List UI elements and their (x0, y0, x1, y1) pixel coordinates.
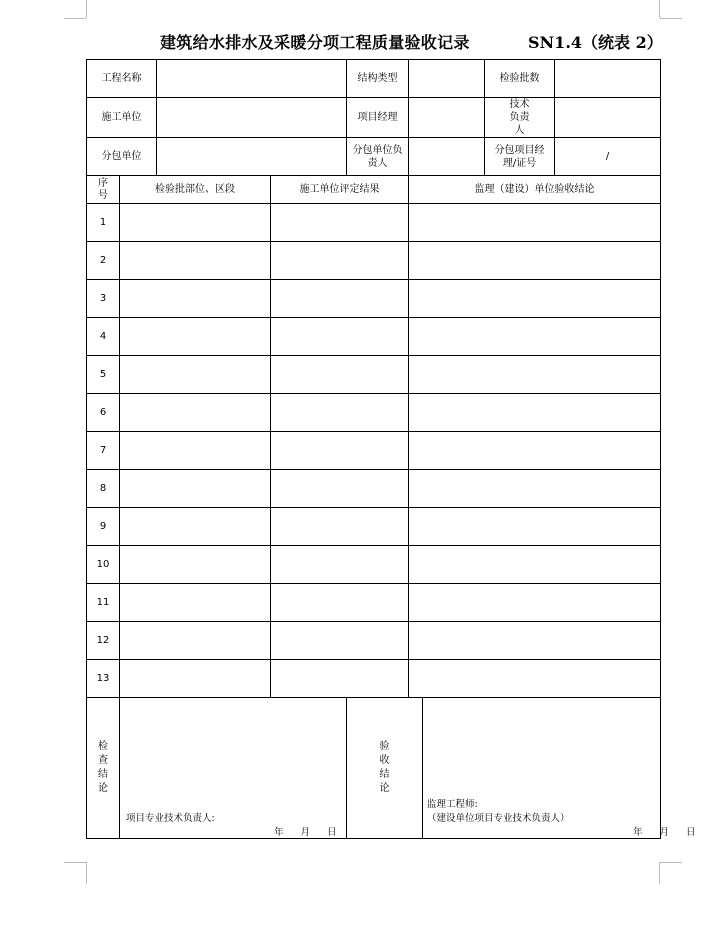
table-row (87, 318, 661, 356)
crop-mark (86, 0, 87, 18)
sub-manager-field[interactable]: / (555, 138, 661, 176)
part-cell[interactable] (120, 660, 271, 698)
table-row (87, 622, 661, 660)
supervision-result-cell[interactable] (409, 508, 661, 546)
tech-lead-label (485, 98, 555, 138)
table-row (87, 660, 661, 698)
construction-result-cell[interactable] (271, 622, 409, 660)
supervision-result-cell[interactable] (409, 394, 661, 432)
engineer-label: 监理工程师: (427, 799, 478, 810)
inspect-label: 检查结论 (98, 741, 108, 794)
table-row (87, 584, 661, 622)
seq-header-text: 序号 (98, 177, 108, 201)
row-number: 2 (87, 242, 120, 280)
accept-label-cell (347, 698, 423, 839)
crop-mark (660, 18, 682, 19)
structure-type-field[interactable] (409, 60, 485, 98)
crop-mark (660, 862, 682, 863)
row-number: 11 (87, 584, 120, 622)
row-number: 12 (87, 622, 120, 660)
document-header (86, 28, 663, 54)
part-cell[interactable] (120, 242, 271, 280)
table-row (87, 204, 661, 242)
info-row-construction (87, 98, 661, 138)
part-cell[interactable] (120, 470, 271, 508)
sub-lead-label-text: 分包单位负责人 (352, 144, 403, 169)
table-row (87, 394, 661, 432)
crop-mark (64, 862, 86, 863)
supervision-result-header: 监理（建设）单位验收结论 (409, 176, 661, 204)
supervision-result-cell[interactable] (409, 622, 661, 660)
part-cell[interactable] (120, 546, 271, 584)
info-row-project (87, 60, 661, 98)
info-row-subcontractor (87, 138, 661, 176)
table-row (87, 508, 661, 546)
construction-result-cell[interactable] (271, 660, 409, 698)
supervision-result-cell[interactable] (409, 318, 661, 356)
seq-header (87, 176, 120, 204)
tech-lead-field[interactable] (555, 98, 661, 138)
supervision-result-cell[interactable] (409, 432, 661, 470)
part-cell[interactable] (120, 280, 271, 318)
supervision-result-cell[interactable] (409, 546, 661, 584)
tech-lead-label-text: 技术负责人 (509, 99, 530, 136)
supervision-result-cell[interactable] (409, 242, 661, 280)
row-number: 4 (87, 318, 120, 356)
sub-manager-label-text: 分包项目经理/证号 (494, 144, 545, 169)
row-number: 3 (87, 280, 120, 318)
part-header: 检验批部位、区段 (120, 176, 271, 204)
row-number: 1 (87, 204, 120, 242)
construction-result-header: 施工单位评定结果 (271, 176, 409, 204)
construction-result-cell[interactable] (271, 546, 409, 584)
accept-label: 验收结论 (379, 741, 390, 794)
construction-result-cell[interactable] (271, 280, 409, 318)
part-cell[interactable] (120, 622, 271, 660)
inspect-date: 年 月 日 (274, 827, 337, 838)
table-row (87, 356, 661, 394)
part-cell[interactable] (120, 356, 271, 394)
supervision-result-cell[interactable] (409, 584, 661, 622)
sub-lead-label (347, 138, 409, 176)
crop-mark (64, 18, 86, 19)
part-cell[interactable] (120, 318, 271, 356)
table-row (87, 470, 661, 508)
construction-result-cell[interactable] (271, 584, 409, 622)
construction-result-cell[interactable] (271, 318, 409, 356)
inspect-label-cell (87, 698, 120, 839)
row-number: 7 (87, 432, 120, 470)
part-cell[interactable] (120, 394, 271, 432)
project-name-label: 工程名称 (87, 60, 157, 98)
column-header-row (87, 176, 661, 204)
row-number: 10 (87, 546, 120, 584)
accept-conclusion-cell[interactable] (423, 698, 696, 839)
part-cell[interactable] (120, 508, 271, 546)
item-rows (87, 204, 661, 698)
subcontractor-field[interactable] (157, 138, 347, 176)
supervision-result-cell[interactable] (409, 470, 661, 508)
part-cell[interactable] (120, 204, 271, 242)
supervision-result-cell[interactable] (409, 356, 661, 394)
construction-result-cell[interactable] (271, 356, 409, 394)
part-cell[interactable] (120, 432, 271, 470)
project-manager-field[interactable] (409, 98, 485, 138)
table-row (87, 432, 661, 470)
table-row (87, 280, 661, 318)
row-number: 8 (87, 470, 120, 508)
table-row (87, 242, 661, 280)
row-number: 6 (87, 394, 120, 432)
construction-unit-field[interactable] (157, 98, 347, 138)
structure-type-label: 结构类型 (347, 60, 409, 98)
engineer-note: （建设单位项目专业技术负责人） (427, 813, 570, 824)
row-number: 5 (87, 356, 120, 394)
construction-unit-label: 施工单位 (87, 98, 157, 138)
construction-result-cell[interactable] (271, 432, 409, 470)
construction-result-cell[interactable] (271, 204, 409, 242)
part-cell[interactable] (120, 584, 271, 622)
batch-count-label: 检验批数 (485, 60, 555, 98)
construction-result-cell[interactable] (271, 394, 409, 432)
row-number: 13 (87, 660, 120, 698)
sub-lead-field[interactable] (409, 138, 485, 176)
sub-manager-label (485, 138, 555, 176)
table-row (87, 546, 661, 584)
construction-result-cell[interactable] (271, 470, 409, 508)
document-title: 建筑给水排水及采暖分项工程质量验收记录 (160, 33, 470, 52)
project-manager-label: 项目经理 (347, 98, 409, 138)
project-name-field[interactable] (157, 60, 347, 98)
supervision-result-cell[interactable] (409, 204, 661, 242)
form-code: SN1.4（统表 2） (528, 33, 663, 52)
signature-row (87, 698, 661, 839)
subcontractor-label: 分包单位 (87, 138, 157, 176)
accept-date: 年 月 日 (633, 827, 696, 838)
construction-result-cell[interactable] (271, 508, 409, 546)
inspect-conclusion-cell[interactable] (120, 698, 347, 839)
supervision-result-cell[interactable] (409, 660, 661, 698)
quality-record-table (86, 59, 696, 839)
construction-result-cell[interactable] (271, 242, 409, 280)
crop-mark (86, 862, 87, 884)
crop-mark (659, 862, 660, 884)
row-number: 9 (87, 508, 120, 546)
batch-count-field[interactable] (555, 60, 661, 98)
crop-mark (659, 0, 660, 18)
inspect-signer-label: 项目专业技术负责人: (126, 813, 215, 824)
supervision-result-cell[interactable] (409, 280, 661, 318)
